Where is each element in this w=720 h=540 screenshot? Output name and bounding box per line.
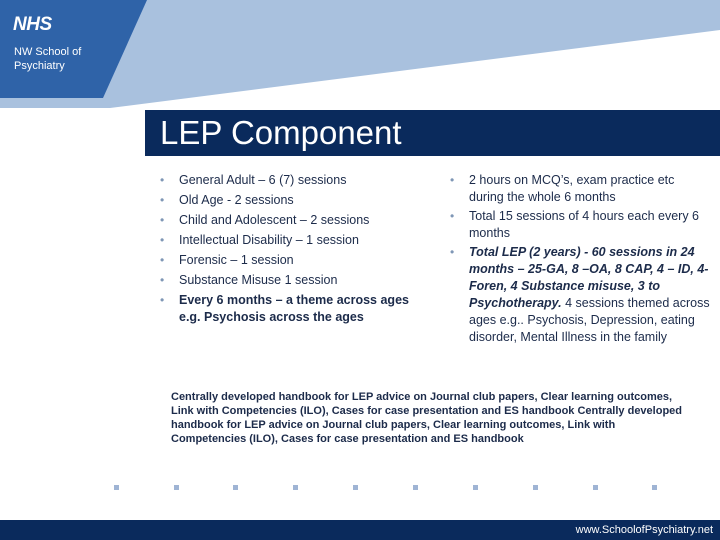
list-item: • Intellectual Disability – 1 session bbox=[160, 233, 359, 247]
footer-url[interactable]: www.SchoolofPsychiatry.net bbox=[575, 524, 713, 536]
bullet-icon: • bbox=[160, 173, 165, 187]
decorative-dot bbox=[473, 485, 478, 490]
list-item: • Forensic – 1 session bbox=[160, 253, 294, 267]
left-bullet-list bbox=[158, 172, 420, 329]
bullet-icon: • bbox=[160, 253, 165, 267]
list-item: • Substance Misuse 1 session bbox=[160, 273, 338, 287]
bullet-icon: • bbox=[160, 233, 165, 247]
decorative-dot bbox=[593, 485, 598, 490]
nhs-logo: NHS bbox=[13, 14, 52, 35]
list-item: • Child and Adolescent – 2 sessions bbox=[160, 213, 370, 227]
decorative-dot bbox=[533, 485, 538, 490]
decorative-dot bbox=[233, 485, 238, 490]
bullet-icon: • bbox=[450, 173, 455, 187]
handbook-note: Centrally developed handbook for LEP advice on Journal club papers, Clear learning outcomes, Link with Competencies (ILO), Cases for case presentation and ES handbook Centrally developed handbook for LEP advice on Journal club papers, Clear learning outcomes, Link with Competencies (ILO), Cases for case presentation and ES handbook bbox=[171, 391, 683, 445]
slide-title: LEP Component bbox=[160, 114, 402, 151]
bullet-icon: • bbox=[450, 245, 455, 259]
decorative-dot bbox=[353, 485, 358, 490]
list-item: • General Adult – 6 (7) sessions bbox=[160, 173, 347, 187]
bullet-icon: • bbox=[160, 193, 165, 207]
decorative-dot bbox=[652, 485, 657, 490]
bullet-icon: • bbox=[160, 273, 165, 287]
list-item: • Total 15 sessions of 4 hours each every 6 months bbox=[450, 209, 699, 240]
decorative-dot bbox=[114, 485, 119, 490]
list-item: • 2 hours on MCQ’s, exam practice etc during the whole 6 months bbox=[450, 173, 675, 204]
decorative-dot bbox=[293, 485, 298, 490]
right-bullet-list bbox=[448, 172, 710, 348]
decorative-dot bbox=[413, 485, 418, 490]
bullet-icon: • bbox=[160, 293, 165, 307]
decorative-dot bbox=[174, 485, 179, 490]
bullet-icon: • bbox=[160, 213, 165, 227]
list-item: • Total LEP (2 years) - 60 sessions in 24 months – 25-GA, 8 –OA, 8 CAP, 4 – ID, 4-Foren, 4 Substance misuse, 3 to Psychotherapy. 4 sessions themed across ages e.g.. Psychosis, Depression, eating disorder, Mental Illness in the family bbox=[450, 245, 710, 344]
list-item: • Old Age - 2 sessions bbox=[160, 193, 294, 207]
bullet-icon: • bbox=[450, 209, 455, 223]
list-item: • Every 6 months – a theme across ages e.g. Psychosis across the ages bbox=[160, 293, 409, 324]
organisation-name: NW School of Psychiatry bbox=[14, 46, 82, 72]
